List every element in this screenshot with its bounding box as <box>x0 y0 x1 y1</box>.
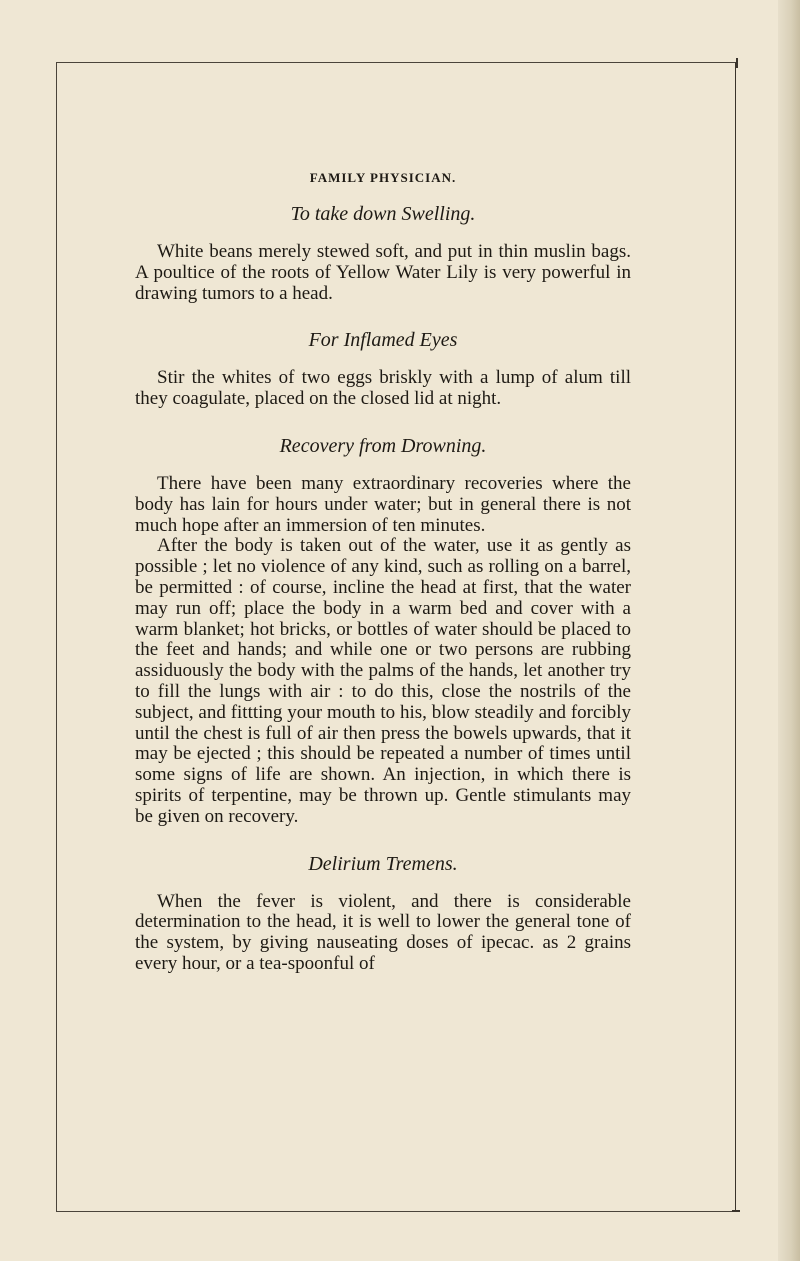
page-edge-shadow <box>778 0 800 1261</box>
section-heading: Delirium Tremens. <box>308 852 458 875</box>
section-paragraph: When the fever is violent, and there is considerable determination to the head, it is well to lower the general tone of the system, by giving nauseating doses of ipecac. as 2 grains every hour, or a tea-spoonful of <box>135 890 631 974</box>
section-heading: Recovery from Drowning. <box>279 434 487 457</box>
running-head: FAMILY PHYSICIAN. <box>309 170 457 185</box>
section-paragraph: Stir the whites of two eggs briskly with a lump of alum till they coagulate, placed on the closed lid at night. <box>135 367 631 410</box>
section-paragraph: There have been many extraordinary recoveries where the body has lain for hours under water; but in general there is not much hope after an immersion of ten minutes. <box>135 472 631 536</box>
section-paragraph: White beans merely stewed soft, and put in thin muslin bags. A poultice of the roots of Yellow Water Lily is very powerful in drawing tumors to a head. <box>135 241 631 304</box>
border-corner-mark <box>736 58 738 68</box>
section-paragraph: After the body is taken out of the water, use it as gently as possible ; let no violence of any kind, such as rolling on a barrel, be permitted : of course, incline the head at first, that the water may run off; place the body in a warm bed and cover with a warm blanket; hot bricks, or bottles of water should be placed to the feet and hands; and while one or two persons are rubbing assiduously the body with the palms of the hands, let another try to fill the lungs with air : to do this, close the nostrils of the subject, and fittting your mouth to his, blow steadily and forcibly until the chest is full of air then press the bowels upwards, that it may be ejected ; this should be repeated a number of times until some signs of life are shown. An injection, in which there is spirits of terpentine, may be thrown up. Gentle stimulants may be given on recovery. <box>135 535 631 827</box>
section-heading: To take down Swelling. <box>290 203 476 225</box>
border-corner-mark <box>732 1210 740 1212</box>
page-content <box>135 170 631 975</box>
section-heading: For Inflamed Eyes <box>308 329 458 352</box>
